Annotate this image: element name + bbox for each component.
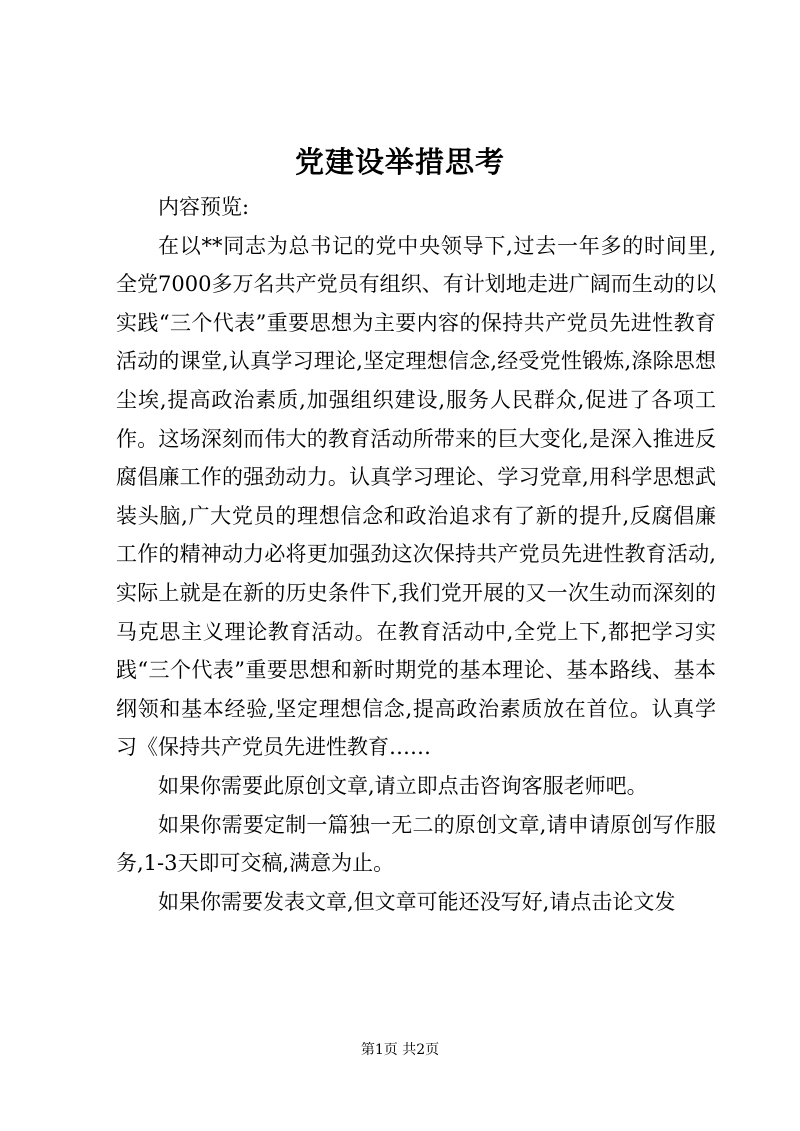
preview-paragraph: 在以**同志为总书记的党中央领导下,过去一年多的时间里,全党7000多万名共产党员有组织、有计划地走进广阔而生动的以实践“三个代表”重要思想为主要内容的保持共产党员先进性教育活动的课堂,认真学习理论,坚定理想信念,经受党性锻炼,涤除思想尘埃,提高政治素质,加强组织建设,服务人民群众,促进了各项工作。这场深刻而伟大的教育活动所带来的巨大变化,是深入推进反腐倡廉工作的强劲动力。认真学习理论、学习党章,用科学思想武装头脑,广大党员的理想信念和政治追求有了新的提升,反腐倡廉工作的精神动力必将更加强劲这次保持共产党员先进性教育活动,实际上就是在新的历史条件下,我们党开展的又一次生动而深刻的马克思主义理论教育活动。在教育活动中,全党上下,都把学习实践“三个代表”重要思想和新时期党的基本理论、基本路线、基本纲领和基本经验,坚定理想信念,提高政治素质放在首位。认真学习《保持共产党员先进性教育…… [116,233,716,760]
page-footer: 第1页 共2页 [360,1042,440,1058]
document-body [116,188,716,921]
publish-paragraph: 如果你需要发表文章,但文章可能还没写好,请点击论文发 [158,889,676,914]
preview-label: 内容预览: [158,195,250,219]
document-title: 党建设举措思考 [294,145,505,179]
custom-writing-paragraph: 如果你需要定制一篇独一无二的原创文章,请申请原创写作服务,1-3天即可交稿,满意为止。 [116,812,716,876]
consult-paragraph: 如果你需要此原创文章,请立即点击咨询客服老师吧。 [158,773,648,798]
